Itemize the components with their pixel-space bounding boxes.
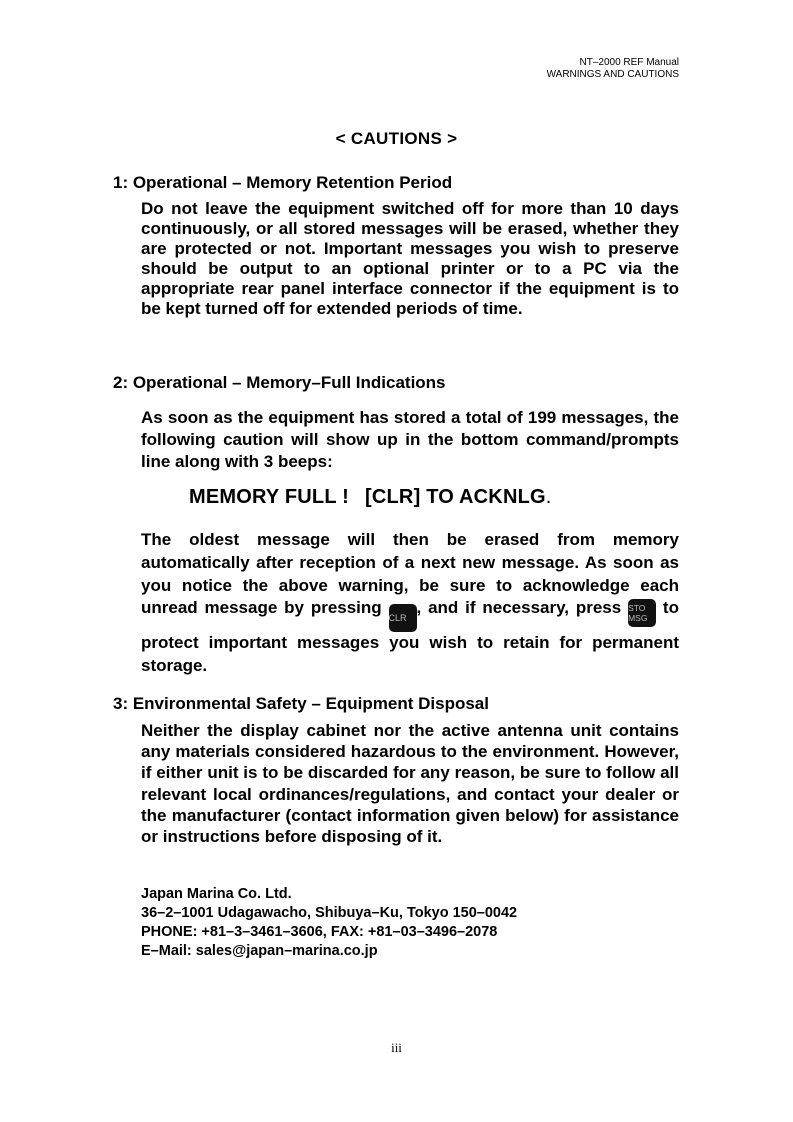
header-manual-title: NT–2000 REF Manual <box>579 57 679 68</box>
page-header <box>547 57 679 81</box>
clr-key-icon: CLR <box>389 604 417 632</box>
section-2-text-b: , and if necessary, press <box>416 598 622 618</box>
clr-acknowledge-text: [CLR] TO ACKNLG <box>365 486 546 508</box>
section-3-heading: 3: Environmental Safety – Equipment Disposal <box>113 694 489 713</box>
company-address: 36–2–1001 Udagawacho, Shibuya–Ku, Tokyo 150–0042 <box>141 905 518 921</box>
company-phone-fax: PHONE: +81–3–3461–3606, FAX: +81–03–3496–2078 <box>141 924 498 940</box>
section-2-text-c: to protect important messages you wish to retain for permanent storage. <box>141 598 679 676</box>
page-title: < CAUTIONS > <box>335 129 458 148</box>
memory-full-period: . <box>545 486 552 508</box>
sto-key-label-top: STO <box>628 603 646 614</box>
section-1-heading: 1: Operational – Memory Retention Period <box>113 173 453 192</box>
memory-full-text: MEMORY FULL ! <box>189 486 350 508</box>
sto-key-label-bottom: MSG <box>628 613 648 624</box>
contact-block <box>141 885 517 961</box>
memory-full-message <box>189 486 552 509</box>
company-name: Japan Marina Co. Ltd. <box>141 886 292 902</box>
section-3-body: Neither the display cabinet nor the active antenna unit contains any materials considered hazardous to the environment. However, if either unit is to be discarded for any reason, be sure to follow all relevant local ordinances/regulations, and contact your dealer or the manufacturer (contact information given below) for assistance or instructions before disposing of it. <box>141 721 679 847</box>
section-2-body: As soon as the equipment has stored a total of 199 messages, the following caution will show up in the bottom command/prompts line along with 3 beeps: <box>141 408 679 471</box>
section-2-text-a: The oldest message will then be erased from memory automatically after reception of a next new message. As soon as you notice the above warning, be sure to acknowledge each unread message by pressing <box>141 530 679 618</box>
company-email: E–Mail: sales@japan–marina.co.jp <box>141 943 378 959</box>
section-2-heading: 2: Operational – Memory–Full Indications <box>113 373 446 392</box>
page-number: iii <box>391 1040 402 1055</box>
section-2-body-continued <box>141 529 679 678</box>
sto-msg-key-icon <box>628 599 656 627</box>
section-1-body: Do not leave the equipment switched off for more than 10 days continuously, or all stored messages will be erased, whether they are protected or not. Important messages you wish to preserve should be output to an optional printer or to a PC via the appropriate rear panel interface connector if the equipment is to be kept turned off for extended periods of time. <box>141 199 679 318</box>
header-section-title: WARNINGS AND CAUTIONS <box>546 69 679 80</box>
